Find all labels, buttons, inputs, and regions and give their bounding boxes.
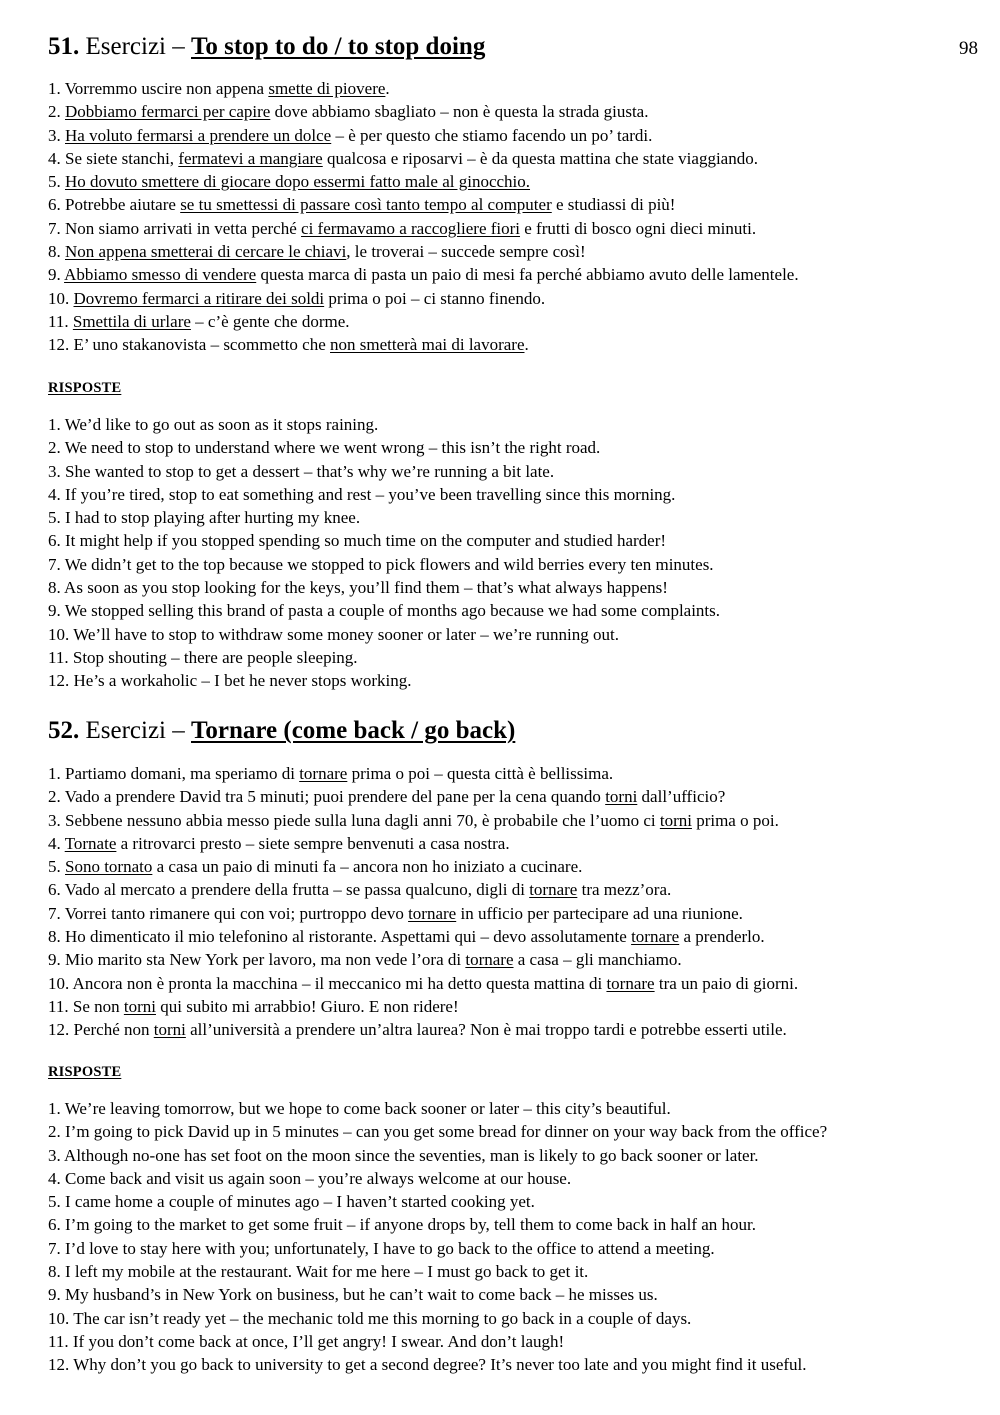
exercise-item xyxy=(48,333,980,356)
text-segment: 9. Mio marito sta New York per lavoro, ma non vede l’ora di xyxy=(48,950,466,970)
exercise-item xyxy=(48,147,980,170)
underlined-phrase: non smetterà mai di lavorare xyxy=(330,335,525,355)
text-segment: 9. xyxy=(48,265,65,285)
text-segment: . xyxy=(385,79,390,98)
answer-item: 4. Come back and visit us again soon – you’re always welcome at our house. xyxy=(48,1168,572,1188)
text-segment: 2. xyxy=(48,102,65,122)
answer-item: 12. Why don’t you go back to university to get a second degree? It’s never too late and you might find it useful. xyxy=(48,1355,807,1375)
answer-item: 1. We’d like to go out as soon as it stops raining. xyxy=(48,415,379,434)
text-segment: 12. E’ uno stakanovista – scommetto che xyxy=(48,335,331,355)
text-segment: 7. Vorrei tanto rimanere qui con voi; purtroppo devo xyxy=(48,903,409,923)
text-segment: e frutti di bosco ogni dieci minuti. xyxy=(520,218,757,238)
text-segment: dove abbiamo sbagliato – non è questa la strada giusta. xyxy=(270,102,649,122)
section-title-52 xyxy=(48,716,515,746)
underlined-phrase: tornare xyxy=(529,880,578,900)
text-segment: 8. xyxy=(48,242,65,262)
text-segment: 11. xyxy=(48,311,73,331)
section-number: 51. xyxy=(48,33,80,60)
text-segment: 3. xyxy=(48,125,65,145)
underlined-phrase: se tu smettessi di passare così tanto tempo al computer xyxy=(180,195,552,215)
exercise-item xyxy=(48,287,980,310)
text-segment: a casa un paio di minuti fa – ancora non ho iniziato a cucinare. xyxy=(152,857,583,877)
answer-item: 12. He’s a workaholic – I bet he never stops working. xyxy=(48,671,412,691)
underlined-phrase: fermatevi a mangiare xyxy=(178,148,323,168)
text-segment: 11. Se non xyxy=(48,996,124,1016)
section-prefix: Esercizi – xyxy=(79,33,192,60)
exercise-item xyxy=(48,925,980,948)
underlined-phrase: tornare xyxy=(408,903,457,923)
underlined-phrase: ci fermavamo a raccogliere fiori xyxy=(301,218,521,238)
answer-item: 5. I had to stop playing after hurting my knee. xyxy=(48,508,361,528)
answer-item: 3. She wanted to stop to get a dessert – that’s why we’re running a bit late. xyxy=(48,461,555,481)
answers-label: RISPOSTE xyxy=(48,380,122,396)
answer-item: 8. I left my mobile at the restaurant. Wait for me here – I must go back to get it. xyxy=(48,1262,589,1282)
underlined-phrase: Dobbiamo fermarci per capire xyxy=(65,102,271,122)
answer-item: 11. If you don’t come back at once, I’ll get angry! I swear. And don’t laugh! xyxy=(48,1331,565,1351)
text-segment: prima o poi – ci stanno finendo. xyxy=(324,288,546,308)
exercise-item xyxy=(48,100,980,123)
exercise-item xyxy=(48,902,980,925)
text-segment: 2. Vado a prendere David tra 5 minuti; puoi prendere del pane per la cena quando xyxy=(48,787,606,807)
text-segment: 7. Non siamo arrivati in vetta perché xyxy=(48,218,302,238)
answers-label: RISPOSTE xyxy=(48,1064,122,1080)
underlined-phrase: torni xyxy=(153,1020,186,1040)
text-segment: dall’ufficio? xyxy=(637,787,726,807)
exercise-list xyxy=(48,762,980,1042)
exercise-item xyxy=(48,948,980,971)
text-segment: in ufficio per partecipare ad una riunione. xyxy=(456,903,743,923)
text-segment: 5. xyxy=(48,857,65,877)
exercise-item xyxy=(48,240,980,263)
exercise-item xyxy=(48,77,980,100)
answer-item: 7. We didn’t get to the top because we stopped to pick flowers and wild berries every ten minutes. xyxy=(48,554,714,574)
underlined-phrase: torni xyxy=(659,810,692,830)
text-segment: questa marca di pasta un paio di mesi fa perché abbiamo avuto delle lamentele. xyxy=(256,265,799,285)
answer-item: 6. I’m going to the market to get some fruit – if anyone drops by, tell them to come back in half an hour. xyxy=(48,1215,757,1235)
answer-item: 11. Stop shouting – there are people sleeping. xyxy=(48,647,358,667)
text-segment: prima o poi. xyxy=(691,810,779,830)
exercise-item xyxy=(48,785,980,808)
underlined-phrase: Smettila di urlare xyxy=(72,311,191,331)
text-segment: tra un paio di giorni. xyxy=(654,973,799,993)
underlined-phrase: tornare xyxy=(465,950,514,970)
underlined-phrase: Ha voluto fermarsi a prendere un dolce xyxy=(65,125,332,145)
text-segment: 8. Ho dimenticato il mio telefonino al ristorante. Aspettami qui – devo assolutamente xyxy=(48,927,632,947)
text-segment: , le troverai – succede sempre così! xyxy=(346,242,586,262)
underlined-phrase: Sono tornato xyxy=(65,857,153,877)
exercise-item xyxy=(48,124,980,147)
underlined-phrase: torni xyxy=(605,787,638,807)
exercise-item xyxy=(48,995,980,1018)
page-number: 98 xyxy=(959,38,978,59)
text-segment: a prenderlo. xyxy=(679,927,765,947)
exercise-list xyxy=(48,77,980,357)
exercise-item xyxy=(48,217,980,240)
exercise-item xyxy=(48,832,980,855)
text-segment: – c’è gente che dorme. xyxy=(190,311,350,331)
text-segment: a casa – gli manchiamo. xyxy=(513,950,682,970)
text-segment: qui subito mi arrabbio! Giuro. E non ridere! xyxy=(155,996,459,1016)
text-segment: a ritrovarci presto – siete sempre benvenuti a casa nostra. xyxy=(116,833,510,853)
answer-item: 4. If you’re tired, stop to eat something and rest – you’ve been travelling since this morning. xyxy=(48,484,676,504)
underlined-phrase: Tornate xyxy=(64,833,117,853)
answer-item: 7. I’d love to stay here with you; unfortunately, I have to go back to the office to attend a meeting. xyxy=(48,1238,715,1258)
text-segment: 5. xyxy=(48,172,65,192)
underlined-phrase: tornare xyxy=(299,764,348,783)
answer-item: 9. My husband’s in New York on business, but he can’t wait to come back – he misses us. xyxy=(48,1285,658,1305)
exercise-item xyxy=(48,762,980,785)
text-segment: 4. Se siete stanchi, xyxy=(48,148,179,168)
exercise-item xyxy=(48,310,980,333)
answer-item: 9. We stopped selling this brand of pasta a couple of months ago because we had some complaints. xyxy=(48,601,721,621)
text-segment: – è per questo che stiamo facendo un po’ tardi. xyxy=(331,125,653,145)
exercise-item xyxy=(48,1018,980,1041)
text-segment: qualcosa e riposarvi – è da questa mattina che state viaggiando. xyxy=(322,148,758,168)
answer-list xyxy=(48,1097,980,1377)
underlined-phrase: torni xyxy=(123,996,156,1016)
answer-item: 2. We need to stop to understand where we went wrong – this isn’t the right road. xyxy=(48,438,601,458)
answer-item: 1. We’re leaving tomorrow, but we hope to come back sooner or later – this city’s beautiful. xyxy=(48,1099,671,1118)
underlined-phrase: smette di piovere xyxy=(268,79,386,98)
answer-item: 2. I’m going to pick David up in 5 minutes – can you get some bread for dinner on your way back from the office? xyxy=(48,1122,828,1142)
section-topic: To stop to do / to stop doing xyxy=(191,33,486,60)
text-segment: e studiassi di più! xyxy=(551,195,676,215)
text-segment: all’università a prendere un’altra laurea? Non è mai troppo tardi e potrebbe esserti utile. xyxy=(185,1020,787,1040)
underlined-phrase: Non appena smetterai di cercare le chiavi xyxy=(65,242,347,262)
section-topic: Tornare (come back / go back) xyxy=(191,717,516,744)
text-segment: 4. xyxy=(48,833,65,853)
text-segment: 10. Ancora non è pronta la macchina – il meccanico mi ha detto questa mattina di xyxy=(48,973,607,993)
text-segment: . xyxy=(524,335,529,355)
answer-item: 8. As soon as you stop looking for the keys, you’ll find them – that’s what always happens! xyxy=(48,578,668,598)
underlined-phrase: tornare xyxy=(606,973,655,993)
exercise-item xyxy=(48,878,980,901)
answer-item: 5. I came home a couple of minutes ago – I haven’t started cooking yet. xyxy=(48,1192,535,1212)
section-title-51 xyxy=(48,32,485,62)
underlined-phrase: Ho dovuto smettere di giocare dopo essermi fatto male al ginocchio. xyxy=(65,172,531,192)
text-segment: 12. Perché non xyxy=(48,1020,154,1040)
text-segment: 1. Partiamo domani, ma speriamo di xyxy=(48,764,300,783)
text-segment: 3. Sebbene nessuno abbia messo piede sulla luna dagli anni 70, è probabile che l’uomo ci xyxy=(48,810,660,830)
text-segment: prima o poi – questa città è bellissima. xyxy=(347,764,614,783)
exercise-item xyxy=(48,170,980,193)
text-segment: tra mezz’ora. xyxy=(577,880,672,900)
exercise-item xyxy=(48,972,980,995)
underlined-phrase: Abbiamo smesso di vendere xyxy=(64,265,257,285)
exercise-item xyxy=(48,193,980,216)
text-segment: 1. Vorremmo uscire non appena xyxy=(48,79,269,98)
text-segment: 6. Vado al mercato a prendere della frutta – se passa qualcuno, digli di xyxy=(48,880,530,900)
answer-item: 3. Although no-one has set foot on the moon since the seventies, man is likely to go back sooner or later. xyxy=(48,1145,759,1165)
answer-item: 10. The car isn’t ready yet – the mechanic told me this morning to go back in a couple of days. xyxy=(48,1308,692,1328)
exercise-item xyxy=(48,855,980,878)
answer-list xyxy=(48,413,980,693)
answer-item: 6. It might help if you stopped spending so much time on the computer and studied harder! xyxy=(48,531,667,551)
section-number: 52. xyxy=(48,717,80,744)
text-segment: 6. Potrebbe aiutare xyxy=(48,195,181,215)
underlined-phrase: tornare xyxy=(631,927,680,947)
underlined-phrase: Dovremo fermarci a ritirare dei soldi xyxy=(73,288,325,308)
answer-item: 10. We’ll have to stop to withdraw some money sooner or later – we’re running out. xyxy=(48,624,619,644)
exercise-item xyxy=(48,263,980,286)
text-segment: 10. xyxy=(48,288,74,308)
section-prefix: Esercizi – xyxy=(79,717,192,744)
exercise-item xyxy=(48,809,980,832)
